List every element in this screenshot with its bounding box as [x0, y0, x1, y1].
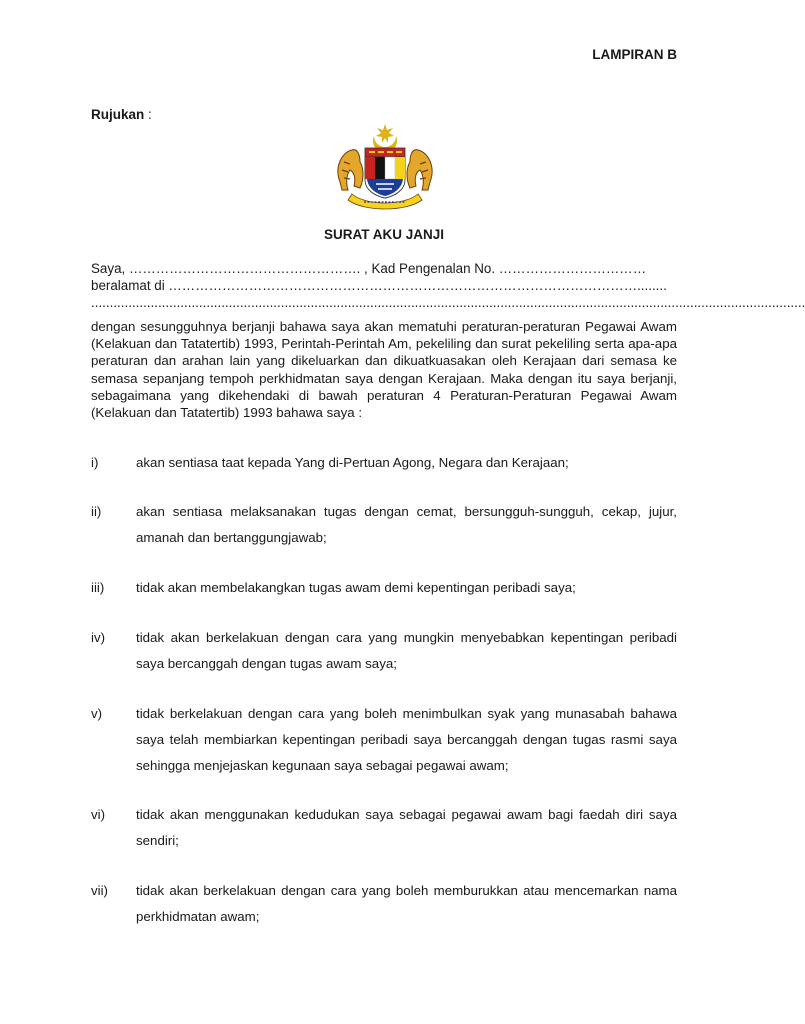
list-item	[91, 499, 677, 551]
list-item-text: tidak akan menggunakan kedudukan saya sebagai pegawai awam bagi faedah diri saya sendiri;	[136, 807, 677, 848]
list-item-text: akan sentiasa taat kepada Yang di-Pertuan Agong, Negara dan Kerajaan;	[136, 455, 569, 470]
address-fill-line: beralamat di ……………………………………………………………………………………………........	[91, 278, 667, 293]
list-item-number: v)	[91, 706, 103, 721]
reference-label: Rujukan	[91, 107, 145, 122]
name-ic-fill-line: Saya, ……………………………………………. , Kad Pengenalan No. ……………………………	[91, 261, 647, 276]
list-item-number: iii)	[91, 580, 105, 595]
list-item-number: i)	[91, 455, 99, 470]
list-item-text: tidak akan membelakangkan tugas awam demi kepentingan peribadi saya;	[136, 580, 576, 595]
list-item-text: tidak berkelakuan dengan cara yang boleh menimbulkan syak yang munasabah bahawa saya telah membiarkan kepentingan peribadi saya bercanggah dengan tugas rasmi saya sehingga menjejaskan kegunaan saya sebagai pegawai awam;	[136, 706, 677, 773]
reference-separator: :	[144, 107, 152, 122]
list-item	[91, 450, 677, 476]
list-item	[91, 701, 677, 779]
attachment-label: LAMPIRAN B	[592, 47, 677, 62]
list-item	[91, 802, 677, 854]
list-item-text: akan sentiasa melaksanakan tugas dengan cemat, bersungguh-sungguh, cekap, jujur, amanah dan bertanggungjawab;	[136, 504, 677, 545]
list-item-number: vi)	[91, 807, 106, 822]
reference-field	[91, 107, 152, 122]
list-item-number: iv)	[91, 630, 106, 645]
list-item-number: ii)	[91, 504, 102, 519]
document-title: SURAT AKU JANJI	[323, 227, 444, 242]
list-item	[91, 575, 677, 601]
list-item-number: vii)	[91, 883, 108, 898]
undertaking-paragraph: dengan sesungguhnya berjanji bahawa saya akan mematuhi peraturan-peraturan Pegawai Awam (Kelakuan dan Tatatertib) 1993, Perintah-Perintah Am, pekeliling dan surat pekeliling serta apa-apa peraturan dan arahan lain yang dikeluarkan dan dikuatkuasakan oleh Kerajaan dari semasa ke semasa sepanjang tempoh perkhidmatan saya dengan Kerajaan. Maka dengan itu saya berjanji, sebagaimana yang dikehendaki di bawah peraturan 4 Peraturan-Peraturan Pegawai Awam (Kelakuan dan Tatatertib) 1993 bahawa saya :	[91, 319, 677, 421]
list-item	[91, 878, 677, 930]
list-item-text: tidak akan berkelakuan dengan cara yang mungkin menyebabkan kepentingan peribadi saya bercanggah dengan tugas awam saya;	[136, 630, 677, 671]
list-item-text: tidak akan berkelakuan dengan cara yang boleh memburukkan atau mencemarkan nama perkhidmatan awam;	[136, 883, 677, 924]
address-continuation-line: ................................................................................................................................................................................................	[91, 295, 805, 310]
coat-of-arms-icon	[330, 122, 440, 212]
list-item	[91, 625, 677, 677]
